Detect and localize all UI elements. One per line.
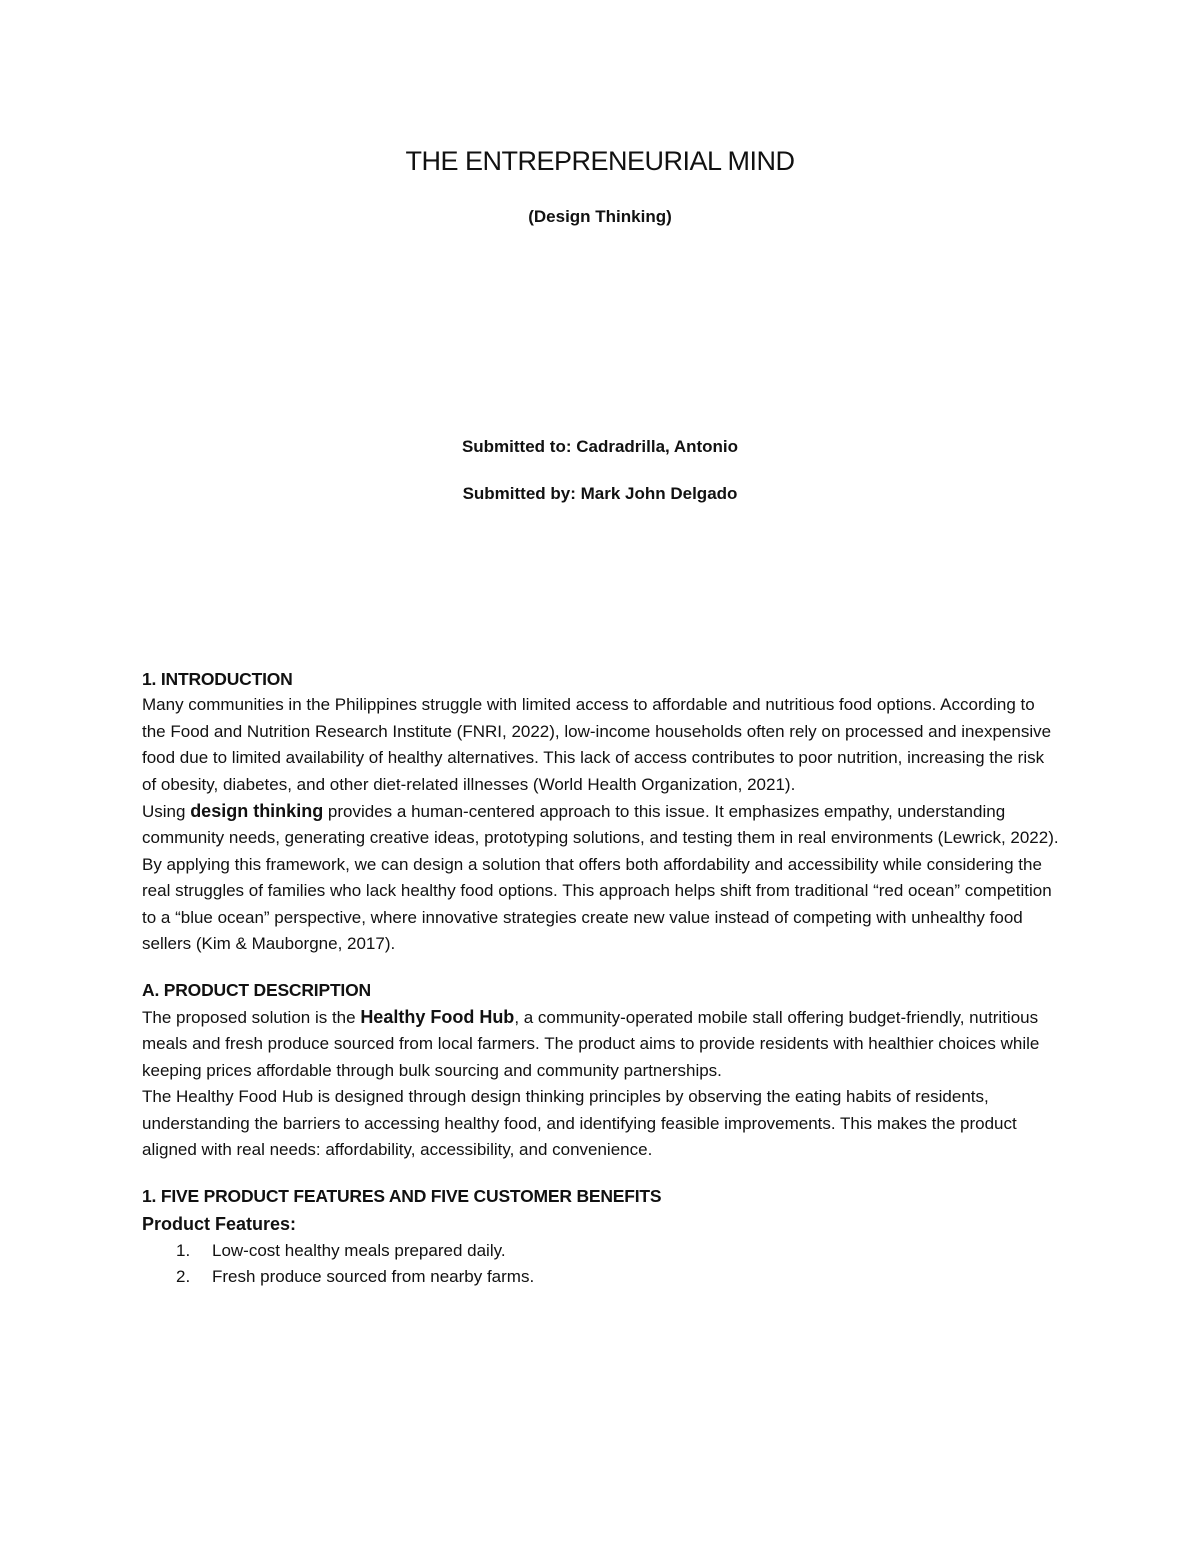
- submitted-by: Submitted by: Mark John Delgado: [462, 484, 738, 503]
- introduction-paragraph-2: [142, 798, 1062, 957]
- product-description-lead: The proposed solution is the: [142, 1007, 361, 1027]
- list-item-text: Fresh produce sourced from nearby farms.: [212, 1267, 535, 1287]
- introduction-heading: 1. INTRODUCTION: [142, 669, 293, 689]
- list-item-number: 2.: [176, 1267, 191, 1287]
- product-description-rest: , a community-operated mobile stall offering budget-friendly, nutritious meals and fresh produce sourced from local farmers. The product aims to provide residents with healthier choices while keeping prices affordable through bulk sourcing and community partnerships.: [142, 1007, 1040, 1080]
- document-subtitle: (Design Thinking): [528, 207, 672, 226]
- list-item: [142, 1264, 1062, 1290]
- introduction-paragraph-2-lead: Using: [142, 802, 191, 822]
- introduction-paragraph-1: Many communities in the Philippines struggle with limited access to affordable and nutritious food options. According to the Food and Nutrition Research Institute (FNRI, 2022), low-income households often rely on processed and inexpensive food due to limited availability of healthy alternatives. This lack of access contributes to poor nutrition, increasing the risk of obesity, diabetes, and other diet-related illnesses (World Health Organization, 2021).: [142, 695, 1052, 794]
- section-spacer: [142, 1163, 1062, 1183]
- section-spacer: [142, 957, 1062, 977]
- list-item-number: 1.: [176, 1240, 191, 1260]
- product-description-paragraph-1: [142, 1004, 1062, 1084]
- features-benefits-heading: 1. FIVE PRODUCT FEATURES AND FIVE CUSTOMER BENEFITS: [142, 1186, 662, 1207]
- product-features-subheading: Product Features:: [142, 1213, 297, 1234]
- document-body: [142, 666, 1062, 1291]
- healthy-food-hub-emphasis: Healthy Food Hub: [360, 1006, 515, 1027]
- introduction-paragraph-2-rest: provides a human-centered approach to this issue. It emphasizes empathy, understanding community needs, generating creative ideas, prototyping solutions, and testing them in real environments (Lewrick, 2022). By applying this framework, we can design a solution that offers both affordability and accessibility while considering the real struggles of families who lack healthy food options. This approach helps shift from traditional “red ocean” competition to a “blue ocean” perspective, where innovative strategies create new value instead of competing with unhealthy food sellers (Kim & Mauborgne, 2017).: [142, 802, 1059, 954]
- product-features-list: [142, 1238, 1062, 1291]
- list-item-text: Low-cost healthy meals prepared daily.: [212, 1240, 506, 1260]
- document-title: THE ENTREPRENEURIAL MIND: [405, 146, 795, 176]
- product-description-heading: A. PRODUCT DESCRIPTION: [142, 980, 371, 1001]
- list-item: [142, 1238, 1062, 1264]
- submitted-to: Submitted to: Cadradrilla, Antonio: [461, 437, 739, 456]
- product-description-paragraph-2: The Healthy Food Hub is designed through design thinking principles by observing the eating habits of residents, understanding the barriers to accessing healthy food, and identifying feasible improvements. This makes the product aligned with real needs: affordability, accessibility, and convenience.: [142, 1087, 1017, 1159]
- design-thinking-emphasis: design thinking: [190, 801, 324, 822]
